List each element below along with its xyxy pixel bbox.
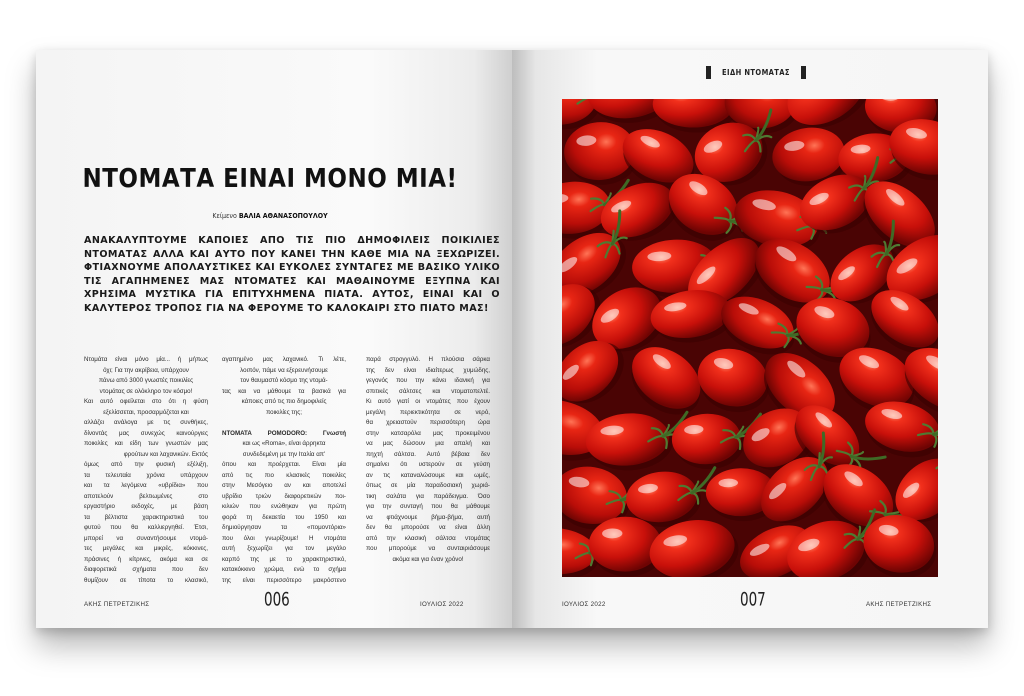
body-text-line: και τα λεγόμενα «υβρίδια» που	[84, 482, 208, 489]
body-text-line: αποτελούν βελτιωμένες στο	[84, 492, 208, 500]
body-text-line: ποικιλίες της;	[266, 408, 302, 416]
body-text-line: πράσινες ή κίτρινες, ακόμα και σε	[84, 555, 208, 563]
body-text-line: φορά τη δεκαετία του 1950 και	[222, 513, 346, 521]
body-text-line: όχι; Για την ακρίβεια, υπάρχουν	[103, 366, 189, 374]
body-text-line: θυμίζουν σε τίποτα το κλασικό,	[84, 576, 208, 584]
body-text-line: πάνω από 3000 γνωστές ποικιλίες	[98, 377, 194, 384]
body-text-line: μπορεί να συναντήσουμε ντομά-	[84, 534, 208, 542]
body-text-line: αν τις καταναλώσουμε και ωμές,	[366, 471, 490, 479]
body-text-line: φυτού που θα καλλιεργηθεί. Έτσι,	[84, 524, 208, 531]
body-text-line: δίνοντάς μας συνεχώς καινούργιες	[84, 429, 208, 437]
body-text-line: ΝΤΟΜΑΤΑ POMODORO: Γνωστή	[222, 429, 346, 437]
body-text-line: τες μεγάλες και μικρές, κόκκινες,	[84, 545, 208, 552]
body-text-line: σπιτικές σάλτσες και ντοματοπελτέ.	[366, 387, 490, 395]
text-column-1	[84, 355, 208, 586]
body-text-line: παρά στρογγυλό. Η πλούσια σάρκα	[366, 356, 490, 363]
page-number-right: 007	[740, 587, 766, 611]
body-text-line: μεγάλη περιεκτικότητα σε νερό,	[366, 408, 490, 416]
byline-author: ΒΑΛΙΑ ΑΘΑΝΑΣΟΠΟΥΛΟΥ	[238, 212, 328, 220]
body-text-line: ακόμα και για έναν χρόνο!	[392, 555, 464, 563]
body-text-line: Και αυτό οφείλεται στο ότι η φύση	[84, 398, 208, 405]
left-page	[36, 50, 512, 628]
body-text-line: Ντομάτα είναι μόνο μία... ή μήπως	[84, 356, 208, 363]
body-text-line: τικη σαλάτα για παράδειγμα. Όσο	[366, 492, 490, 500]
body-text-line: υβρίδιο τριών διαφορετικών ποι-	[222, 492, 346, 500]
body-text-line: να μας δώσουν μια απαλή και	[366, 440, 490, 447]
body-text-line: αυτή ξεχωρίζει για τον μεγάλο	[222, 545, 346, 552]
body-text-line: από την κλασική σάλτσα ντομάτας	[366, 534, 490, 542]
body-text-line: σημαίνει ότι υστερούν σε γεύση	[366, 461, 490, 468]
byline	[50, 212, 490, 220]
body-text-line: που μπορούμε να συνταιριάσουμε	[366, 545, 490, 552]
body-text-line: κιλιών που ενώθηκαν για πρώτη	[222, 503, 346, 510]
body-text-line: εργαστήριο εκδοχές, με βάση	[84, 503, 208, 510]
body-text-line	[222, 418, 346, 429]
section-tag: ΕΙΔΗ ΝΤΟΜΑΤΑΣ	[706, 66, 806, 79]
text-column-3	[366, 355, 490, 565]
body-text-line: εξελίσσεται, προσαρμόζεται και	[103, 408, 189, 416]
body-text-line: αγαπημένο μας λαχανικό. Τι λέτε,	[222, 356, 346, 363]
body-text-line: ντομάτας σε ολόκληρο τον κόσμο!	[99, 387, 193, 395]
body-text-line: τα βέλτιστα χαρακτηριστικά του	[84, 513, 208, 521]
body-text-line: τον θαυμαστό κόσμο της ντομά-	[240, 377, 328, 384]
body-text-line: καρπό της με το χαρακτηριστικό,	[222, 555, 346, 563]
body-text-line: όμως από την φυσική εξέλιξη,	[84, 461, 208, 468]
magazine-spread	[36, 50, 988, 628]
body-text-line: γεγονός που την κάνει ιδανική για	[366, 377, 490, 384]
body-text-line: συνδεδεμένη με την Ιταλία απ'	[242, 450, 326, 458]
body-text-line: κατακόκκινο χρώμα, ενώ το σχήμα	[222, 566, 346, 573]
footer-right-date: ΙΟΥΛΙΟΣ 2022	[562, 601, 606, 608]
tomato-image	[562, 99, 938, 577]
footer-left-date: ΙΟΥΛΙΟΣ 2022	[420, 601, 464, 608]
text-column-2	[222, 355, 346, 586]
body-text-line: της δεν είναι ιδιαίτερως χυμώδης,	[366, 366, 490, 374]
body-text-line: κάποιες από τις πιο δημοφιλείς	[241, 398, 327, 405]
body-text-line: πηχτή σάλτσα. Αυτό βέβαια δεν	[366, 450, 490, 458]
body-text-line: Κι αυτό γιατί οι ντομάτες που έχουν	[366, 398, 490, 405]
body-text-line: ποικιλίες και είδη των γνωστών μας	[84, 440, 208, 447]
footer-right-brand: ΑΚΗΣ ΠΕΤΡΕΤΖΙΚΗΣ	[866, 601, 932, 608]
body-text-line: της είναι περισσότερο μακρόστενο	[222, 576, 346, 584]
body-text-line: για την συνταγή που θα μάθουμε	[366, 503, 490, 510]
body-text-line: και ως «Roma», είναι άρρηκτα	[242, 440, 326, 447]
body-text-line: όπως σε μία παραδοσιακή χωριά-	[366, 482, 490, 489]
body-text-line: διαφορετικά σχήματα που δεν	[84, 566, 208, 573]
lead-paragraph: ΑΝΑΚΑΛΥΠΤΟΥΜΕ ΚΑΠΟΙΕΣ ΑΠΟ ΤΙΣ ΠΙΟ ΔΗΜΟΦΙΛΕΙΣ ΠΟΙΚΙΛΙΕΣ ΝΤΟΜΑΤΑΣ ΑΛΛΑ ΚΑΙ ΑΥΤΟ ΠΟΥ ΚΑΝΕΙ ΤΗΝ ΚΑΘΕ ΜΙΑ ΝΑ ΞΕΧΩΡΙΖΕΙ. ΦΤΙΑΧΝΟΥΜΕ ΑΠΟΛΑΥΣΤΙΚΕΣ ΚΑΙ ΕΥΚΟΛΕΣ ΣΥΝΤΑΓΕΣ ΜΕ ΒΑΣΙΚΟ ΥΛΙΚΟ ΤΙΣ ΑΓΑΠΗΜΕΝΕΣ ΜΑΣ ΝΤΟΜΑΤΕΣ ΚΑΙ ΜΑΘΑΙΝΟΥΜΕ ΕΞΥΠΝΑ ΚΑΙ ΧΡΗΣΙΜΑ ΜΥΣΤΙΚΑ ΓΙΑ ΕΠΙΤΥΧΗΜΕΝΑ ΠΙΑΤΑ. ΑΥΤΟΣ, ΕΙΝΑΙ ΚΑΙ Ο ΚΑΛΥΤΕΡΟΣ ΤΡΟΠΟΣ ΓΙΑ ΝΑ ΦΕΡΟΥΜΕ ΤΟ ΚΑΛΟΚΑΙΡΙ ΣΤΟ ΠΙΑΤΟ ΜΑΣ!	[84, 235, 500, 314]
body-text-line: τας και να μάθουμε τα βασικά για	[222, 387, 346, 395]
body-text-line: λοιπόν, πάμε να εξερευνήσουμε	[240, 366, 328, 374]
body-text-line: δεν θα μπορούσε να είναι άλλη	[366, 524, 490, 531]
body-text-line: φρούτων και λαχανικών. Εκτός	[123, 450, 208, 458]
body-text-line: αλλάζει ανάλογα με τις συνθήκες,	[84, 419, 208, 426]
cherry-tomatoes-photo	[562, 99, 938, 577]
body-text-line: που όλοι γνωρίζουμε! Η ντομάτα	[222, 534, 346, 542]
body-text-line: από τις πιο κλασικές ποικιλίες	[222, 471, 346, 479]
right-page	[512, 50, 988, 628]
article-title: ΝΤΟΜΑΤΑ ΕΙΝΑΙ ΜΟΝΟ ΜΙΑ!	[82, 164, 458, 194]
body-text-line: στην κατσαρόλα μας προκειμένου	[366, 429, 490, 437]
body-text-line: δημιούργησαν τα «πομοντόρια»	[222, 524, 346, 531]
body-text-line: να φτιάχνουμε βήμα-βήμα, αυτή	[366, 513, 490, 521]
footer-left-brand: ΑΚΗΣ ΠΕΤΡΕΤΖΙΚΗΣ	[84, 601, 150, 608]
byline-prefix: Κείμενο	[212, 212, 237, 220]
body-text-line: τα τελευταία χρόνια υπάρχουν	[84, 471, 208, 479]
body-text-line: όπου και προέρχεται. Είναι μία	[222, 461, 346, 468]
body-text-line: στην Μεσόγειο αν και αποτελεί	[222, 482, 346, 489]
page-number-left: 006	[264, 587, 290, 611]
body-text-line: θα χρειαστούν περισσότερη ώρα	[366, 419, 490, 426]
